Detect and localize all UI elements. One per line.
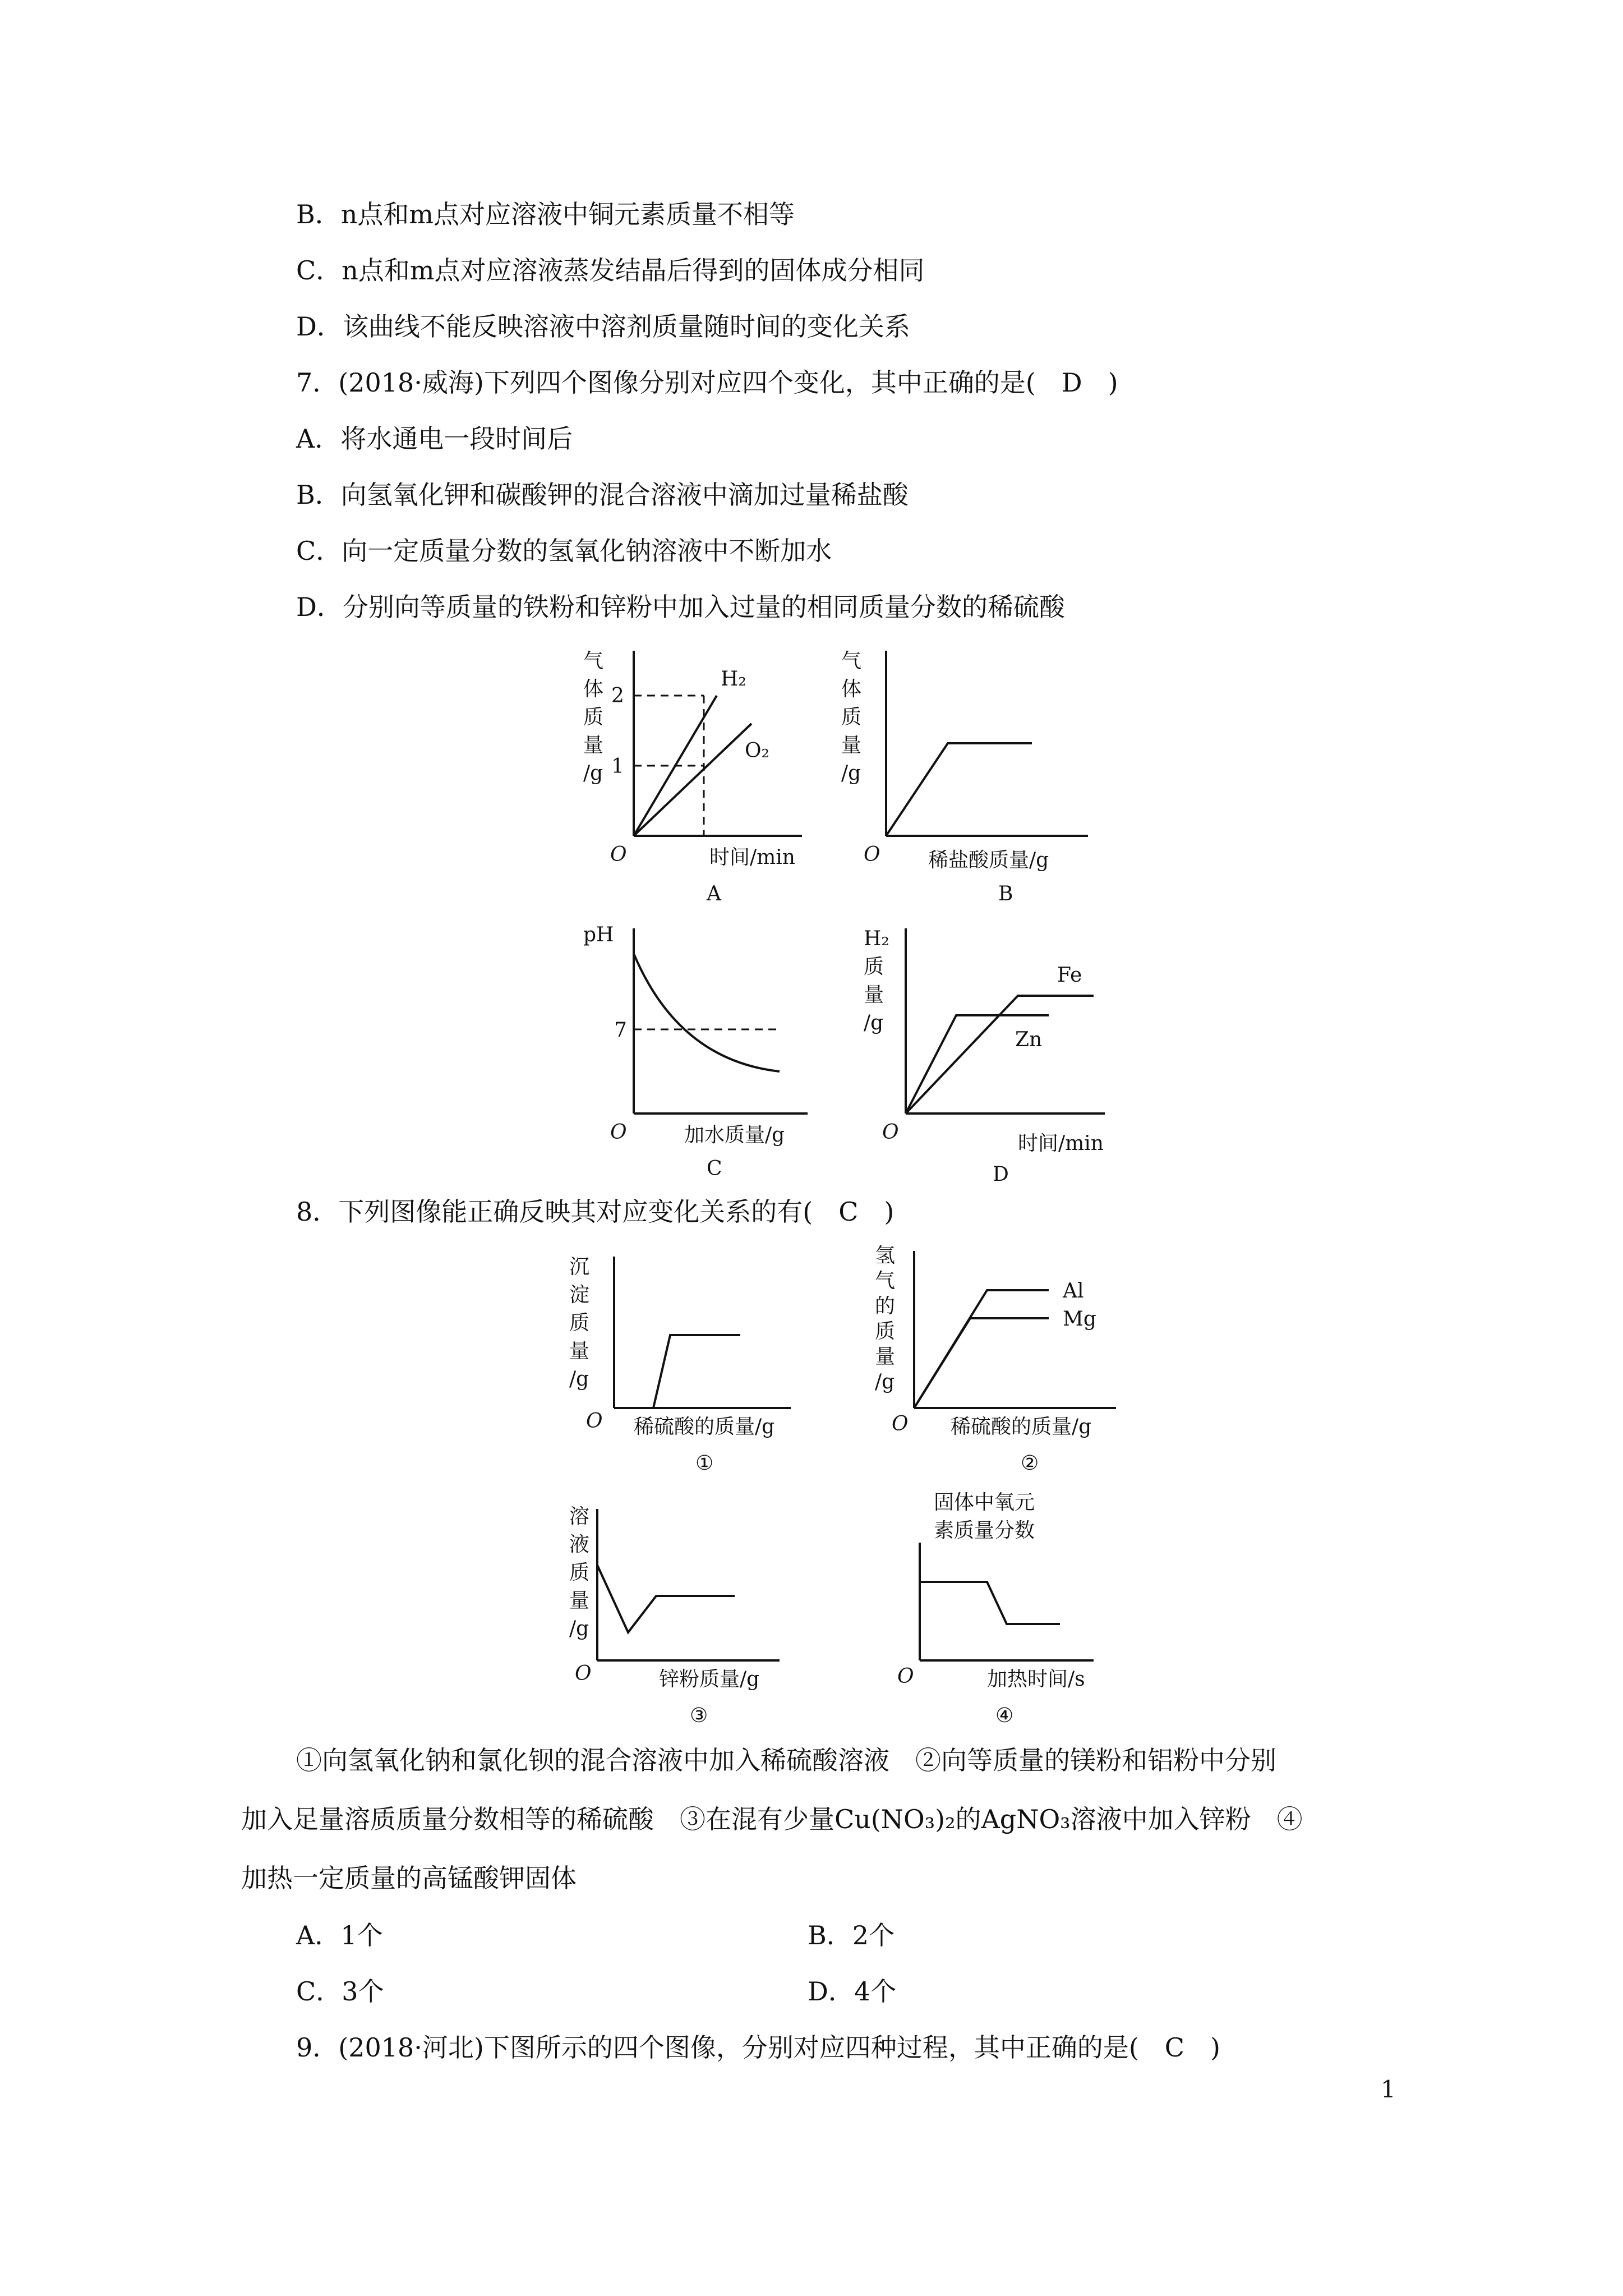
option-8c: C．3个 — [296, 1976, 384, 2007]
graph-a-series-h2: H₂ — [721, 668, 746, 691]
graph-d-origin: O — [882, 1121, 899, 1144]
question-7: 7．(2018·威海)下列四个图像分别对应四个变化，其中正确的是( D ) — [296, 367, 1118, 398]
graph-2-ylabel-5: 量 — [875, 1345, 896, 1368]
option-8b: B．2个 — [808, 1920, 895, 1950]
graph-1-xlabel: 稀硫酸的质量/g — [634, 1415, 775, 1438]
graph-b-ylabel-5: /g — [841, 762, 861, 785]
graph-1-caption: ① — [695, 1452, 714, 1475]
graph-2-ylabel-2: 气 — [875, 1269, 896, 1292]
q8-desc-line-3: 加热一定质量的高锰酸钾固体 — [241, 1863, 577, 1893]
graph-d-ylabel-1: H₂ — [864, 927, 889, 950]
graph-a-xlabel: 时间/min — [709, 846, 795, 869]
graph-3-ylabel-4: 量 — [569, 1589, 590, 1612]
graph-3 — [555, 1498, 824, 1733]
graph-b-ylabel-1: 气 — [841, 650, 862, 673]
graph-d-ylabel-4: /g — [864, 1011, 884, 1034]
graph-a-caption: A — [707, 882, 721, 905]
graph-c-xlabel: 加水质量/g — [684, 1124, 785, 1147]
graph-2-ylabel-3: 的 — [875, 1295, 896, 1318]
graph-2-series-mg: Mg — [1063, 1308, 1096, 1331]
graph-d-ylabel-2: 质 — [864, 955, 884, 978]
graph-4-xlabel: 加热时间/s — [987, 1668, 1085, 1691]
graph-d — [847, 920, 1138, 1189]
graph-c-ylabel: pH — [583, 923, 614, 946]
graph-d-series-zn: Zn — [1015, 1028, 1043, 1051]
option-7a: A．将水通电一段时间后 — [296, 424, 573, 454]
graph-b-origin: O — [864, 843, 880, 866]
graph-a-ylabel-2: 体 — [583, 678, 604, 701]
graph-1-origin: O — [586, 1410, 603, 1433]
graph-1 — [555, 1245, 847, 1492]
graph-a-ylabel-4: 量 — [583, 734, 604, 757]
graph-3-caption: ③ — [690, 1704, 708, 1727]
graph-b — [830, 645, 1122, 909]
graph-2-origin: O — [892, 1412, 909, 1435]
graph-a-tick-1: 1 — [611, 755, 624, 778]
graph-2-ylabel-4: 质 — [875, 1320, 896, 1343]
graph-b-ylabel-3: 质 — [841, 706, 862, 729]
graph-b-caption: B — [998, 882, 1013, 905]
option-8d: D．4个 — [808, 1976, 897, 2007]
graph-3-ylabel-5: /g — [569, 1617, 589, 1640]
graph-3-ylabel-3: 质 — [569, 1561, 590, 1584]
graph-a-tick-2: 2 — [611, 684, 624, 707]
graph-4-ylabel-1: 固体中氧元 — [934, 1491, 1035, 1514]
graph-a-series-o2: O₂ — [745, 739, 769, 762]
graph-2-series-al: Al — [1063, 1280, 1084, 1303]
graph-c-tick-7: 7 — [614, 1019, 627, 1042]
graph-1-ylabel-3: 质 — [569, 1312, 590, 1335]
option-6c: C．n点和m点对应溶液蒸发结晶后得到的固体成分相同 — [296, 255, 925, 286]
graph-b-xlabel: 稀盐酸质量/g — [928, 849, 1049, 872]
graph-4-ylabel-2: 素质量分数 — [934, 1519, 1035, 1542]
option-6b: B．n点和m点对应溶液中铜元素质量不相等 — [296, 199, 795, 229]
graph-2-ylabel-1: 氢 — [875, 1244, 896, 1267]
graph-4 — [858, 1487, 1127, 1733]
option-8a: A．1个 — [296, 1920, 383, 1950]
graph-b-ylabel-4: 量 — [841, 734, 862, 757]
graph-a-ylabel-3: 质 — [583, 706, 604, 729]
graph-a — [538, 645, 830, 909]
graph-2 — [852, 1240, 1155, 1492]
graph-3-ylabel-1: 溶 — [569, 1505, 590, 1528]
option-7c: C．向一定质量分数的氢氧化钠溶液中不断加水 — [296, 536, 832, 566]
q8-desc-line-1: ①向氢氧化钠和氯化钡的混合溶液中加入稀硫酸溶液 ②向等质量的镁粉和铝粉中分别 — [296, 1745, 1276, 1775]
option-7d: D．分别向等质量的铁粉和锌粉中加入过量的相同质量分数的稀硫酸 — [296, 592, 1065, 622]
q8-desc-line-2: 加入足量溶质质量分数相等的稀硫酸 ③在混有少量Cu(NO₃)₂的AgNO₃溶液中加入锌粉 ④ — [241, 1804, 1303, 1834]
graph-c-origin: O — [610, 1121, 627, 1144]
graph-1-ylabel-4: 量 — [569, 1340, 590, 1363]
graph-2-xlabel: 稀硫酸的质量/g — [951, 1415, 1092, 1438]
graph-d-xlabel: 时间/min — [1018, 1132, 1104, 1155]
graph-1-ylabel-2: 淀 — [569, 1283, 590, 1306]
option-7b: B．向氢氧化钾和碳酸钾的混合溶液中滴加过量稀盐酸 — [296, 480, 909, 510]
graph-2-ylabel-6: /g — [875, 1370, 895, 1393]
question-9: 9．(2018·河北)下图所示的四个图像，分别对应四种过程，其中正确的是( C ) — [296, 2032, 1220, 2063]
graph-4-origin: O — [897, 1665, 914, 1688]
page-number: 1 — [1381, 2076, 1396, 2103]
graph-1-ylabel-1: 沉 — [569, 1255, 590, 1278]
graph-c — [572, 920, 841, 1189]
graph-2-caption: ② — [1021, 1452, 1039, 1475]
graph-a-origin: O — [610, 843, 627, 866]
option-6d: D．该曲线不能反映溶液中溶剂质量随时间的变化关系 — [296, 311, 910, 342]
graph-d-series-fe: Fe — [1057, 964, 1082, 987]
graph-d-ylabel-3: 量 — [864, 983, 884, 1006]
graph-c-caption: C — [707, 1157, 722, 1180]
graph-d-caption: D — [993, 1163, 1009, 1186]
graph-a-ylabel-1: 气 — [583, 650, 604, 673]
question-8: 8．下列图像能正确反映其对应变化关系的有( C ) — [296, 1197, 895, 1227]
graph-1-ylabel-5: /g — [569, 1368, 589, 1391]
graph-a-ylabel-5: /g — [583, 762, 603, 785]
graph-b-ylabel-2: 体 — [841, 678, 862, 701]
graph-3-xlabel: 锌粉质量/g — [659, 1668, 760, 1691]
graph-4-caption: ④ — [995, 1704, 1014, 1727]
graph-3-ylabel-2: 液 — [569, 1533, 590, 1556]
graph-3-origin: O — [575, 1662, 592, 1685]
